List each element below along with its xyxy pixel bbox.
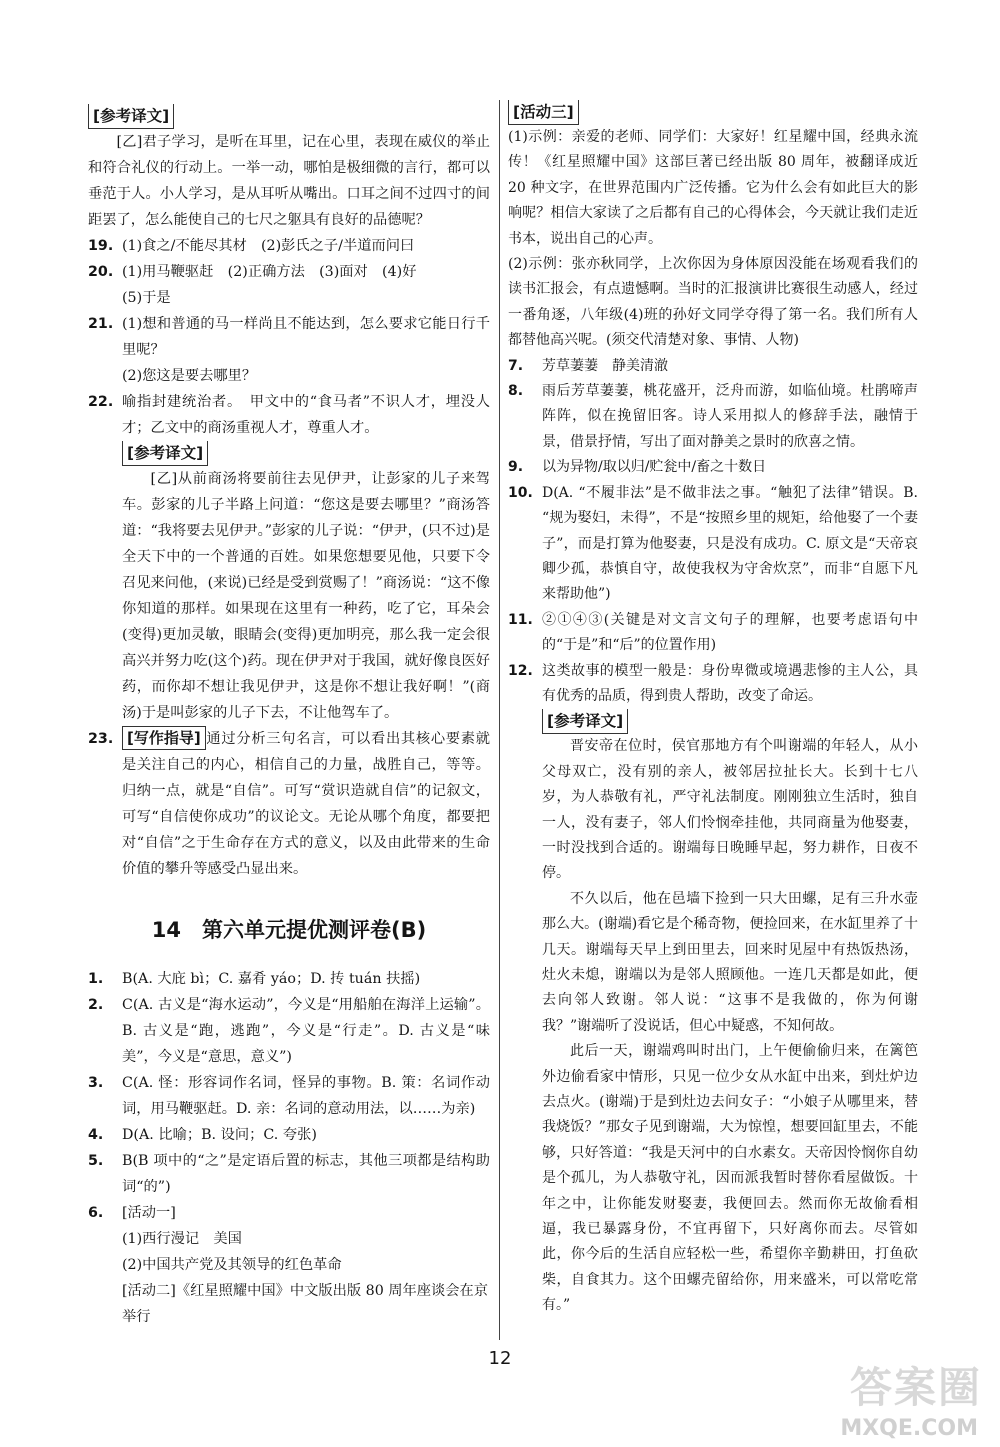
answer-number: 9. [508, 459, 524, 476]
answer-number: 2. [88, 997, 104, 1013]
translation-paragraph: 晋安帝在位时，侯官那地方有个叫谢端的年轻人，从小父母双亡，没有别的亲人，被邻居拉扯长大。长到十七八岁，为人恭敬有礼，严守礼法制度。刚刚独立生活时，独自一人，没有妻子，邻人们怜悯牵挂他，共同商量为他娶妻，一时没找到合适的。谢端每日晚睡早起，努力耕作，日夜不停。 [542, 738, 918, 882]
answer-item [88, 1122, 490, 1148]
answer-item [88, 363, 490, 389]
answer-text: (2)您这是要去哪里？ [122, 368, 257, 384]
reference-translation-label: [参考译文] [122, 441, 208, 466]
translation-paragraph: 此后一天，谢端鸡叫时出门，上午便偷偷归来，在篱笆外边偷看家中情形，只见一位少女从水缸中出来，到灶炉边去点火。(谢端)于是到灶边去问女子：“小娘子从哪里来，替我烧饭？”那女子见到谢端，大为惊惶，想要回缸里去，不能够，只好答道：“我是天河中的白水素女。天帝因怜悯你自幼是个孤儿，为人恭敬守礼，因而派我暂时替你看屋做饭。十年之中，让你能发财娶妻，我便回去。然而你无故偷看相逼，我已暴露身份，不宜再留下，只好离你而去。尽管如此，你今后的生活自应轻松一些，希望你辛勤耕田，打鱼砍柴，自食其力。这个田螺壳留给你，用来盛米，可以常吃常有。” [542, 1043, 918, 1314]
translation-paragraph: [乙]君子学习，是听在耳里，记在心里，表现在威仪的举止和符合礼仪的行动上。一举一动，哪怕是极细微的言行，都可以垂范于人。小人学习，是从耳听从嘴出。口耳之间不过四寸的间距罢了，怎么能使自己的七尺之躯具有良好的品德呢？ [88, 134, 490, 228]
site-watermark [804, 1355, 982, 1441]
page-number: 12 [488, 1348, 512, 1369]
activity-label: [活动三] [508, 100, 579, 125]
answer-number: 1. [88, 971, 104, 987]
left-column [88, 104, 490, 1330]
answer-number [88, 285, 122, 311]
answer-list [508, 354, 918, 710]
answer-item [508, 608, 918, 659]
answer-text: (5)于是 [122, 290, 171, 306]
activity-answer: (1)示例：亲爱的老师、同学们：大家好！红星耀中国，经典永流传！《红星照耀中国》这部巨著已经出版 80 周年，被翻译成近 20 种文字，在世界范围内广泛传播。它为什么会有如此巨大的影响呢？相信大家读了之后都有自己的心得体会，今天就让我们走近书本，说出自己的心声。 [508, 129, 918, 247]
activity-subitems [88, 1226, 490, 1330]
watermark-logo: 答案圈 [849, 1363, 982, 1412]
answer-text: 雨后芳草萋萋，桃花盛开，泛舟而游，如临仙境。杜鹃啼声阵阵，似在挽留旧客。诗人采用拟人的修辞手法，融情于景，借景抒情，写出了面对静美之景时的欣喜之情。 [542, 383, 918, 450]
answer-text: 芳草萋萋 静美清澈 [542, 357, 668, 374]
watermark-url: MXQE.COM [840, 1416, 978, 1441]
answer-number: 10. [508, 484, 533, 501]
answer-number: 6. [88, 1205, 104, 1221]
answer-text: C(A. 怪：形容词作名词，怪异的事物。B. 策：名词作动词，用马鞭驱赶。D. 亲：名词的意动用法，以……为亲) [122, 1075, 490, 1117]
answer-item [88, 1070, 490, 1122]
answer-number: 23. [88, 731, 114, 747]
activity-subitem: (2)中国共产党及其领导的红色革命 [122, 1257, 342, 1273]
answer-text: D(A. 比喻；B. 设问；C. 夸张) [122, 1127, 317, 1143]
answer-item [88, 1148, 490, 1200]
answer-number: 11. [508, 611, 533, 628]
right-column [508, 100, 918, 1319]
answer-list [88, 233, 490, 441]
answer-item [88, 389, 490, 441]
reference-translation-label: [参考译文] [542, 709, 628, 734]
translation-paragraph: 不久以后，他在邑墙下捡到一只大田螺，足有三升水壶那么大。(谢端)看它是个稀奇物，便捡回来，在水缸里养了十几天。谢端每天早上到田里去，回来时见屋中有热饭热汤，灶火未熄，谢端以为是邻人照顾他。一连几天都是如此，便去向邻人致谢。邻人说：“这事不是我做的，你为何谢我？”谢端听了没说话，但心中疑惑，不知何故。 [542, 890, 918, 1034]
answer-number: 21. [88, 316, 114, 332]
activity-answer: (2)示例：张亦秋同学，上次你因为身体原因没能在场观看我们的读书汇报会，有点遗憾啊。当时的汇报演讲比赛很生动感人，经过一番角逐，八年级(4)班的孙好文同学夺得了第一名。我们所有人都替他高兴呢。(须交代清楚对象、事情、人物) [508, 256, 918, 349]
answer-item-23 [88, 726, 490, 882]
answer-text: (1)食之/不能尽其材 (2)彭氏之子/半道而问曰 [122, 238, 415, 254]
reference-translation-label: [参考译文] [88, 104, 174, 129]
answer-item [508, 659, 918, 710]
answer-text: (1)用马鞭驱赶 (2)正确方法 (3)面对 (4)好 [122, 264, 417, 280]
answer-number: 4. [88, 1127, 104, 1143]
column-divider [499, 100, 500, 1340]
answer-text: 喻指封建统治者。 甲文中的“食马者”不识人才，埋没人才；乙文中的商汤重视人才，尊重人才。 [122, 394, 490, 436]
answer-text: 以为异物/取以归/贮瓮中/畜之十数日 [542, 459, 767, 476]
answer-item [88, 259, 490, 285]
answer-number: 7. [508, 357, 524, 374]
answer-number: 5. [88, 1153, 104, 1169]
answer-number [88, 363, 122, 389]
translation-block [508, 734, 918, 1318]
writing-guide-label: [写作指导] [122, 726, 206, 750]
answer-item [88, 966, 490, 992]
answer-text: ②①④③(关键是对文言文句子的理解，也要考虑语句中的“于是”和“后”的位置作用) [542, 611, 918, 654]
answer-text: 这类故事的模型一般是：身份卑微或境遇悲惨的主人公，具有优秀的品质，得到贵人帮助，改变了命运。 [542, 662, 918, 704]
answer-item [508, 354, 918, 379]
answer-text: B(B 项中的“之”是定语后置的标志，其他三项都是结构助词“的”) [122, 1153, 490, 1195]
answer-number: 20. [88, 264, 114, 280]
answer-item [88, 311, 490, 363]
answer-number: 22. [88, 394, 114, 410]
answer-number: 12. [508, 662, 533, 679]
answer-item [88, 992, 490, 1070]
activity-subitem: [活动二]《红星照耀中国》中文版出版 80 周年座谈会在京举行 [122, 1283, 489, 1325]
answer-item [88, 1200, 490, 1226]
answer-text: C(A. 古义是“海水运动”，今义是“用船舶在海洋上运输”。B. 古义是“跑，逃跑”，今义是“行走”。D. 古义是“味美”，今义是“意思，意义”) [122, 997, 490, 1065]
answer-number: 3. [88, 1075, 104, 1091]
answer-item [88, 233, 490, 259]
answer-text: (1)想和普通的马一样尚且不能达到，怎么要求它能日行千里呢？ [122, 316, 490, 358]
section-title: 14 第六单元提优测评卷(B) [151, 918, 427, 942]
answer-item [88, 285, 490, 311]
answer-number: 8. [508, 383, 524, 400]
answer-number: 19. [88, 238, 114, 254]
answer-item [508, 379, 918, 455]
answer-item [508, 481, 918, 608]
translation-paragraph: [乙]从前商汤将要前往去见伊尹，让彭家的儿子来驾车。彭家的儿子半路上问道：“您这是要去哪里？”商汤答道：“我将要去见伊尹。”彭家的儿子说：“伊尹，(只不过)是全天下中的一个普通的百姓。如果您想要见他，只要下令召见来问他，(来说)已经是受到赏赐了！”商汤说：“这不像你知道的那样。如果现在这里有一种药，吃了它，耳朵会(变得)更加灵敏，眼睛会(变得)更加明亮，那么我一定会很高兴并努力吃(这个)药。现在伊尹对于我国，就好像良医好药，而你却不想让我见伊尹，这是你不想让我好啊！”(商汤)于是叫彭家的儿子下去，不让他驾车了。 [122, 471, 490, 721]
answer-text: D(A. “不履非法”是不做非法之事。“触犯了法律”错误。B. “规为娶妇，未得”，不是“按照乡里的规矩，给他娶了一个妻子”，而是打算为他娶妻，只是没有成功。C. 原文是“天帝哀卿少孤，恭慎自守，故使我权为守舍炊烹”，而非“自愿下凡来帮助他”) [542, 484, 918, 603]
answer-item [508, 455, 918, 480]
answer-text: [活动一] [122, 1205, 176, 1221]
answer-text: 通过分析三句名言，可以看出其核心要素就是关注自己的内心，相信自己的力量，战胜自己，等等。归纳一点，就是“自信”。可写“赏识造就自信”的记叙文，可写“自信使你成功”的议论文。无论从哪个角度，都要把对“自信”之于生命存在方式的意义，以及由此带来的生命价值的攀升等感受凸显出来。 [122, 731, 490, 877]
answer-text: B(A. 大庇 bì；C. 嘉肴 yáo；D. 抟 tuán 扶摇) [122, 971, 421, 987]
activity-subitem: (1)西行漫记 美国 [122, 1231, 242, 1247]
answer-list [88, 966, 490, 1226]
